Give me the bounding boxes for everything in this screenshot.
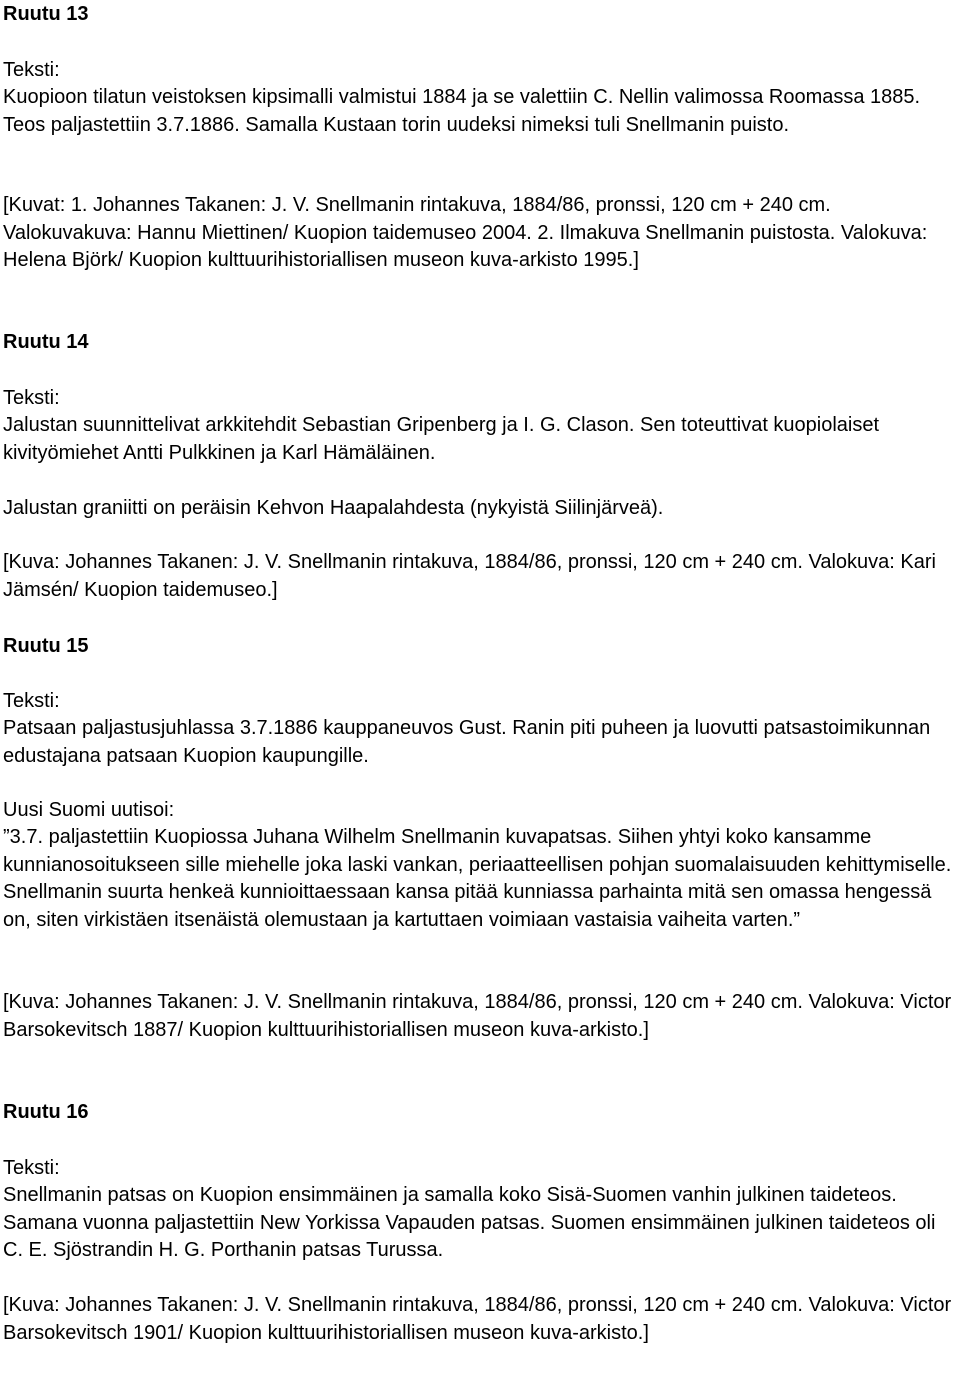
section-heading-15: Ruutu 15 xyxy=(3,635,89,657)
section-heading-16: Ruutu 16 xyxy=(3,1101,89,1123)
section-14-text-2: Jalustan graniitti on peräisin Kehvon Haapalahdesta (nykyistä Siilinjärveä). xyxy=(3,497,664,519)
section-15-caption: [Kuva: Johannes Takanen: J. V. Snellmanin rintakuva, 1884/86, pronssi, 120 cm + 240 cm. Valokuva: Victor Barsokevitsch 1887/ Kuopion kulttuurihistoriallisen museon kuva-arkisto.] xyxy=(3,991,952,1041)
section-15-quote: ”3.7. paljastettiin Kuopiossa Juhana Wilhelm Snellmanin kuvapatsas. Siihen yhtyi koko kansamme kunnianosoitukseen sille miehelle joka laski vankan, periaatteellisen pohjan suomalaisuuden kehittymiselle. Snellmanin suurta henkeä kunnioittaessaan kansa pitää kunniassa parhainta mitä sen omassa hengessä on, siten virkistäen itsenäistä olemustaan ja kartuttaen voimiaan vastaisia vaiheita varten.” xyxy=(3,826,952,931)
section-13-label: Teksti: xyxy=(3,59,60,81)
section-13-caption: [Kuvat: 1. Johannes Takanen: J. V. Snellmanin rintakuva, 1884/86, pronssi, 120 cm + 240 cm. Valokuvakuva: Hannu Miettinen/ Kuopion taidemuseo 2004. 2. Ilmakuva Snellmanin puistosta. Valokuva: Helena Björk/ Kuopion kulttuurihistoriallisen museon kuva-arkisto 1995.] xyxy=(3,194,928,271)
section-16-label: Teksti: xyxy=(3,1157,60,1179)
section-15-label: Teksti: xyxy=(3,690,60,712)
section-16-caption: [Kuva: Johannes Takanen: J. V. Snellmanin rintakuva, 1884/86, pronssi, 120 cm + 240 cm. Valokuva: Victor Barsokevitsch 1901/ Kuopion kulttuurihistoriallisen museon kuva-arkisto.] xyxy=(3,1294,952,1344)
section-14-caption: [Kuva: Johannes Takanen: J. V. Snellmanin rintakuva, 1884/86, pronssi, 120 cm + 240 cm. Valokuva: Kari Jämsén/ Kuopion taidemuseo.] xyxy=(3,551,936,601)
section-heading-14: Ruutu 14 xyxy=(3,331,89,353)
section-14-label: Teksti: xyxy=(3,387,60,409)
section-14-text: Jalustan suunnittelivat arkkitehdit Sebastian Gripenberg ja I. G. Clason. Sen toteuttivat kuopiolaiset kivityömiehet Antti Pulkkinen ja Karl Hämäläinen. xyxy=(3,414,880,464)
section-13-text: Kuopioon tilatun veistoksen kipsimalli valmistui 1884 ja se valettiin C. Nellin valimossa Roomassa 1885. Teos paljastettiin 3.7.1886. Samalla Kustaan torin uudeksi nimeksi tuli Snellmanin puisto. xyxy=(3,86,921,136)
section-15-text: Patsaan paljastusjuhlassa 3.7.1886 kauppaneuvos Gust. Ranin piti puheen ja luovutti patsastoimikunnan edustajana patsaan Kuopion kaupungille. xyxy=(3,717,931,767)
section-16-text: Snellmanin patsas on Kuopion ensimmäinen ja samalla koko Sisä-Suomen vanhin julkinen taideteos. Samana vuonna paljastettiin New Yorkissa Vapauden patsas. Suomen ensimmäinen julkinen taideteos oli C. E. Sjöstrandin H. G. Porthanin patsas Turussa. xyxy=(3,1184,936,1261)
section-heading-13: Ruutu 13 xyxy=(3,3,89,25)
section-15-label-2: Uusi Suomi uutisoi: xyxy=(3,799,175,821)
